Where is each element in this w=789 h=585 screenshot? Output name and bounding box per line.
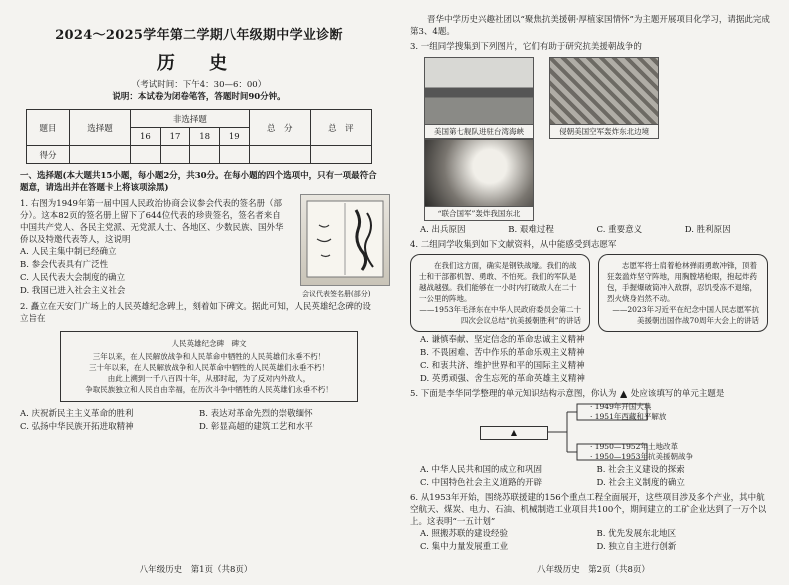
q1-option-b[interactable]: B. 参会代表具有广泛性	[20, 260, 109, 270]
q4-quote-xi	[598, 254, 768, 332]
q2-option-d[interactable]: D. 彰显高超的建筑工艺和水平	[199, 422, 313, 432]
q5-item: · 1950—1952年土地改革	[590, 442, 678, 451]
inscription-line: 三年以来，在人民解放战争和人民革命中牺牲的人民英雄们永垂不朽！	[92, 352, 326, 361]
inscription-line: 由此上溯到一千八百四十年，从那时起，为了反对内外敌人，	[107, 374, 311, 383]
q6-option-d[interactable]: D. 独立自主进行创新	[596, 542, 677, 552]
score-header-review: 总 评	[310, 110, 371, 146]
q1-option-d[interactable]: D. 我国已进入社会主义社会	[20, 286, 126, 296]
q4-quote-xi-source: ——2023年习近平在纪念中国人民志愿军抗美援朝出国作战70周年大会上的讲话	[612, 305, 759, 325]
q5-top-items	[590, 402, 666, 422]
q2-option-a[interactable]: A. 庆祝新民主主义革命的胜利	[20, 409, 134, 419]
score-cell[interactable]	[310, 146, 371, 164]
q5-item: · 1951年西藏和平解放	[590, 412, 667, 421]
q3-option-a[interactable]: A. 出兵原因	[420, 225, 466, 235]
section1-instructions: 一、选择题(本大题共15小题，每小题2分，共30分。在每小题的四个选项中，只有一项最符合题意，请选出并在答题卡上将该项涂黑)	[20, 171, 377, 193]
q4-quote-xi-text: 志愿军将士肩着枪林弹雨勇敢冲锋，顶着狂轰滥炸坚守阵地，用胸膛堵枪眼，抱起炸药包，手握爆破筒冲入敌群，忍饥受冻不退缩，烈火烧身岿然不动。	[607, 261, 757, 303]
left-page-footer: 八年级历史 第1页（共8页）	[139, 565, 253, 575]
q3-caption-fleet: 美国第七舰队进驻台湾海峡	[424, 125, 534, 139]
q6-option-b[interactable]: B. 优先发展东北地区	[596, 529, 677, 539]
score-header-choice: 选择题	[69, 110, 130, 146]
q6-option-a[interactable]: A. 照搬苏联的建设经验	[420, 529, 509, 539]
score-cell[interactable]	[249, 146, 310, 164]
q3-option-c[interactable]: C. 重要意义	[596, 225, 643, 235]
score-cell[interactable]	[219, 146, 249, 164]
q4-option-d[interactable]: D. 英勇顽强、舍生忘死的革命英雄主义精神	[420, 374, 585, 384]
q5-marker: ▲	[620, 389, 627, 399]
exam-time: （考试时间：下午4：30—6：00）	[131, 80, 267, 90]
inscription-box	[60, 331, 358, 402]
score-cell[interactable]	[69, 146, 130, 164]
q5-option-d[interactable]: D. 社会主义制度的确立	[596, 478, 685, 488]
q3-pictures	[424, 57, 773, 221]
q1-image-caption: 会议代表签名册(部分)	[302, 290, 371, 298]
score-col-19: 19	[219, 128, 249, 146]
exam-title: 2024～2025学年第二学期八年级期中学业诊断	[55, 28, 343, 43]
bombing-photo	[424, 139, 534, 207]
signature-book-svg	[301, 195, 389, 285]
score-cell[interactable]	[190, 146, 220, 164]
q4-option-c[interactable]: C. 和衷共济、维护世界和平的国际主义精神	[420, 361, 585, 371]
q1-block	[20, 198, 378, 298]
q2-option-c[interactable]: C. 弘扬中华民族开拓进取精神	[20, 422, 134, 432]
q5-diagram	[410, 402, 773, 462]
q3-picture-bombing	[424, 139, 534, 221]
inscription-line: 三十年以来，在人民解放战争和人民革命中牺牲的人民英雄们永垂不朽！	[89, 363, 329, 372]
score-cell[interactable]	[160, 146, 190, 164]
right-page-footer: 八年级历史 第2页（共8页）	[537, 565, 650, 575]
q4-quote-mao	[410, 254, 590, 332]
q3-option-b[interactable]: B. 艰难过程	[508, 225, 554, 235]
q4-option-b[interactable]: B. 不畏困难、苦中作乐的革命乐观主义精神	[420, 348, 585, 358]
q5-option-a[interactable]: A. 中华人民共和国的成立和巩固	[420, 465, 543, 475]
q5-stem	[410, 388, 773, 400]
q3-picture-fleet	[424, 57, 534, 139]
score-col-18: 18	[190, 128, 220, 146]
q5-stem-after: 处应该填写的单元主题是	[630, 389, 725, 399]
score-header-question: 题目	[27, 110, 70, 146]
left-page	[0, 0, 392, 585]
q5-blank-box	[480, 426, 548, 440]
score-table	[26, 109, 372, 164]
fleet-photo	[424, 57, 534, 125]
score-row-label: 得分	[27, 146, 70, 164]
q1-option-a[interactable]: A. 人民主集中制已经确立	[20, 247, 117, 257]
score-header-total: 总 分	[249, 110, 310, 146]
q3-caption-ruins: 侵朝美国空军轰炸东北边境	[549, 125, 659, 139]
q5-option-c[interactable]: C. 中国特色社会主义道路的开辟	[420, 478, 543, 488]
q4-quote-mao-text: 在我们这方面，确实是钢铁战壕。我们的战士和干部都机智、勇敢、不怕死。我们的军队是越战越强。我们能够在一小时内打破敌人在二十一公里的阵地。	[419, 261, 577, 303]
q2-stem: 2. 矗立在天安门广场上的人民英雄纪念碑上，刻着如下碑文。据此可知，人民英雄纪念碑的设立旨在	[20, 302, 371, 324]
q3-option-d[interactable]: D. 胜利原因	[684, 225, 731, 235]
q3-picture-ruins	[549, 57, 659, 139]
inscription-title: 人民英雄纪念碑 碑文	[171, 339, 247, 348]
q1-stem: 1. 右图为1949年第一届中国人民政治协商会议参会代表的签名册（部分）。这本82页的签名册上留下了644位代表的珍贵签名，签名者来自中国共产党人、各民主党派、无党派人士、各地区、少数民族、国外华侨以及特邀代表等人，这说明	[20, 199, 284, 245]
q3-stem: 3. 一组同学搜集到下列图片，它们有助于研究抗美援朝战争的	[410, 42, 642, 52]
score-col-16: 16	[131, 128, 161, 146]
q5-blank-marker: ▲	[510, 428, 518, 437]
project-intro: 晋华中学历史兴趣社团以“聚焦抗美援朝·厚植家国情怀”为主题开展项目化学习，请据此完成第3、4题。	[410, 15, 770, 37]
q6-option-c[interactable]: C. 集中力量发展重工业	[420, 542, 509, 552]
q6-stem: 6. 从1953年开始，围绕苏联援建的156个重点工程全面展开，这些项目涉及多个产业，其中航空航天、煤炭、电力、石油、机械制造工业项目共100个，期间建立的工矿企业达到了一万个以上。这表明“一五计划”	[410, 493, 767, 527]
subject-title: 历 史	[156, 53, 242, 74]
q5-item: · 1950—1953年抗美援朝战争	[590, 452, 693, 461]
q5-item: · 1949年开国大典	[590, 402, 652, 411]
q5-bottom-items	[590, 442, 693, 462]
score-cell[interactable]	[131, 146, 161, 164]
exam-notice: 说明：本试卷为闭卷笔答，答题时间90分钟。	[112, 92, 286, 102]
q4-stem: 4. 二组同学收集到如下文献资料，从中能感受到志愿军	[410, 240, 617, 250]
ruins-photo	[549, 57, 659, 125]
q1-option-c[interactable]: C. 人民代表大会制度的确立	[20, 273, 126, 283]
score-col-17: 17	[160, 128, 190, 146]
signature-book-image	[300, 194, 390, 286]
q5-stem-before: 5. 下面是李华同学整理的单元知识结构示意图，你认为	[410, 389, 617, 399]
q5-option-b[interactable]: B. 社会主义建设的探索	[596, 465, 685, 475]
inscription-line: 争取民族独立和人民自由幸福，在历次斗争中牺牲的人民英雄们永垂不朽！	[85, 385, 333, 394]
q4-option-a[interactable]: A. 谦慎奉献、坚定信念的革命忠诚主义精神	[420, 335, 585, 345]
q4-quotes	[410, 254, 773, 332]
q2-option-b[interactable]: B. 表达对革命先烈的崇敬缅怀	[199, 409, 313, 419]
score-header-nonchoice: 非选择题	[131, 110, 250, 128]
right-page	[398, 0, 789, 585]
q3-caption-bombing: “联合国军”轰炸我国东北	[424, 207, 534, 221]
q4-quote-mao-source: ——1953年毛泽东在中华人民政府委员会第二十四次会议总结“抗美援朝胜利”的讲话	[419, 305, 581, 325]
